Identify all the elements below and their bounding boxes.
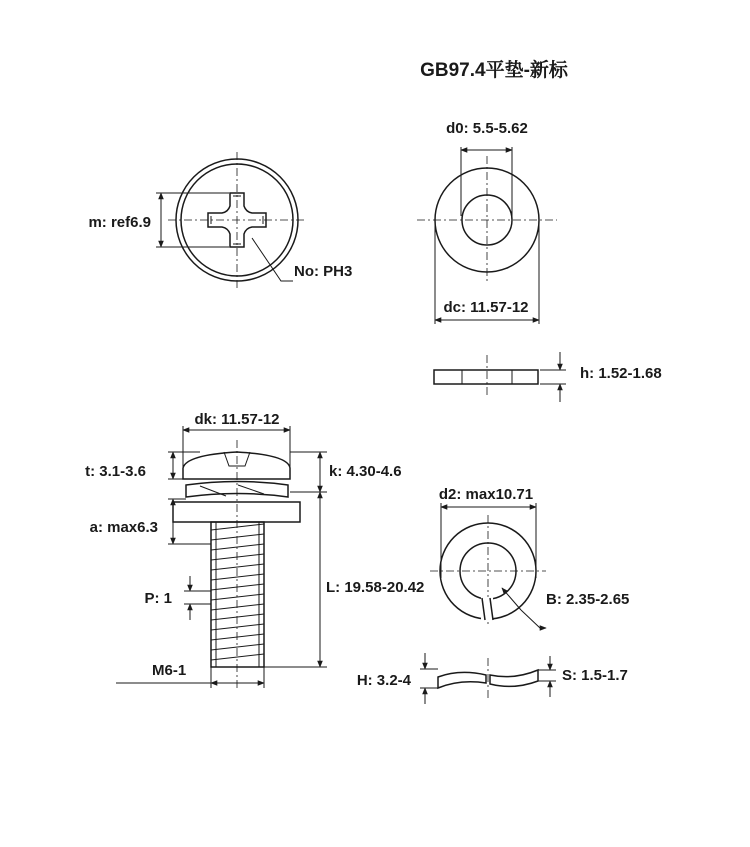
b-label: B: 2.35-2.65 <box>546 591 630 608</box>
b-arrow-inner <box>502 588 521 610</box>
dc-label: dc: 11.57-12 <box>443 299 529 316</box>
d0-label: d0: 5.5-5.62 <box>446 120 528 137</box>
b-leader-line <box>521 610 546 628</box>
thread-lines <box>211 524 264 660</box>
thread-label: M6-1 <box>152 662 187 679</box>
drawing-title: GB97.4平垫-新标 <box>420 60 568 81</box>
spring-washer-H-label: H: 3.2-4 <box>356 672 411 689</box>
flat-washer-top-view <box>417 120 557 324</box>
screw-top-view <box>88 152 352 288</box>
spring-washer-side-right <box>490 670 538 686</box>
dk-label: dk: 11.57-12 <box>194 411 280 428</box>
spring-washer-side-view <box>357 653 628 704</box>
flat-washer-side-body <box>434 370 538 384</box>
flat-washer-section <box>173 502 300 522</box>
t-label: t: 3.1-3.6 <box>85 463 146 480</box>
flat-washer-h-label: h: 1.52-1.68 <box>580 365 662 382</box>
k-label: k: 4.30-4.6 <box>329 463 402 480</box>
a-label: a: max6.3 <box>89 519 158 536</box>
m-label: m: ref6.9 <box>88 214 151 231</box>
drive-label: No: PH3 <box>294 263 353 280</box>
l-label: L: 19.58-20.42 <box>326 579 425 596</box>
screw-side-view <box>85 411 424 690</box>
spring-washer-side-left <box>438 672 486 688</box>
d2-label: d2: max10.71 <box>438 486 534 503</box>
p-label: P: 1 <box>144 590 172 607</box>
spring-washer-top-view <box>430 486 629 628</box>
spring-washer-S-label: S: 1.5-1.7 <box>562 667 628 684</box>
flat-washer-side-view <box>434 352 662 402</box>
